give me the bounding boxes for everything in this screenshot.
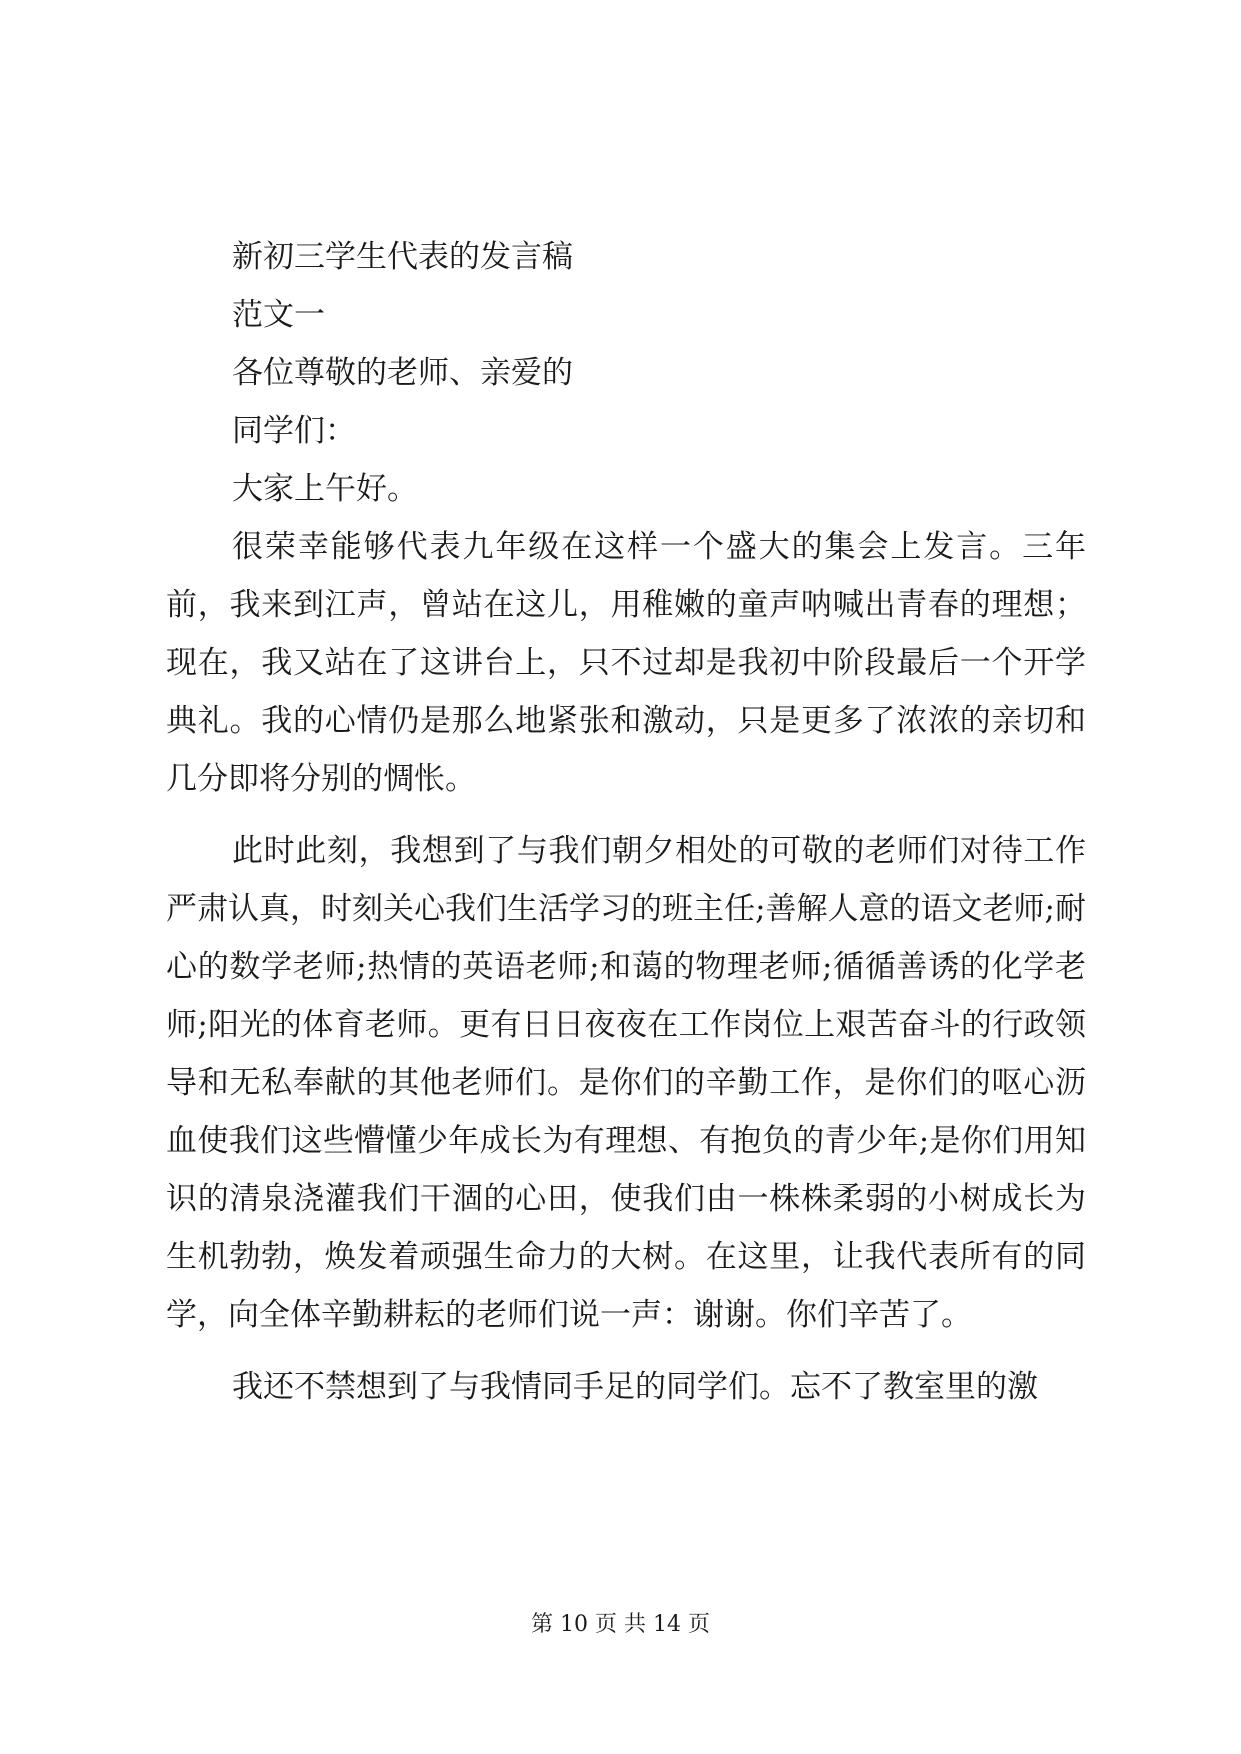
greeting: 大家上午好。 bbox=[232, 471, 418, 507]
body-paragraph-3: 我还不禁想到了与我情同手足的同学们。忘不了教室里的激 bbox=[232, 1369, 1038, 1405]
body-paragraph-1: 很荣幸能够代表九年级在这样一个盛大的集会上发言。三年前，我来到江声，曾站在这儿，用稚嫩的童声呐喊出青春的理想；现在，我又站在了这讲台上，只不过却是我初中阶段最后一个开学典礼。我的心情仍是那么地紧张和激动，只是更多了浓浓的亲切和几分即将分别的惆怅。 bbox=[166, 529, 1086, 797]
salutation-line-1: 各位尊敬的老师、亲爱的 bbox=[232, 355, 573, 391]
page-footer: 第 10 页 共 14 页 bbox=[531, 1612, 710, 1637]
paragraph-gap bbox=[166, 808, 1086, 822]
paragraph-gap bbox=[166, 1344, 1086, 1358]
document-title: 新初三学生代表的发言稿 bbox=[232, 239, 573, 275]
document-body bbox=[166, 228, 1086, 1416]
body-paragraph-2: 此时此刻，我想到了与我们朝夕相处的可敬的老师们对待工作严肃认真，时刻关心我们生活学习的班主任;善解人意的语文老师;耐心的数学老师;热情的英语老师;和蔼的物理老师;循循善诱的化学老师;阳光的体育老师。更有日日夜夜在工作岗位上艰苦奋斗的行政领导和无私奉献的其他老师们。是你们的辛勤工作，是你们的呕心沥血使我们这些懵懂少年成长为有理想、有抱负的青少年;是你们用知识的清泉浇灌我们干涸的心田，使我们由一株株柔弱的小树成长为生机勃勃，焕发着顽强生命力的大树。在这里，让我代表所有的同学，向全体辛勤耕耘的老师们说一声：谢谢。你们辛苦了。 bbox=[166, 833, 1086, 1333]
salutation-line-2: 同学们： bbox=[232, 413, 356, 449]
document-subtitle: 范文一 bbox=[232, 297, 325, 333]
